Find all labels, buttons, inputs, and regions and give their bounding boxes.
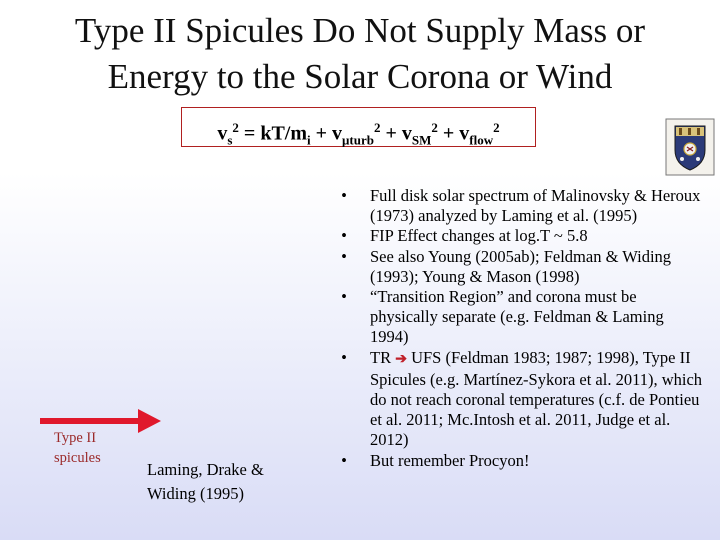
spicule-label-line-1: Type II [54,430,97,446]
eq-sup-2c: 2 [431,120,438,135]
bullet-item: • Full disk solar spectrum of Malinovsky & Heroux (1973) analyzed by Laming et al. (1995) [336,186,706,226]
eq-sup-2a: 2 [232,120,239,135]
bullet-item: • See also Young (2005ab); Feldman & Widing (1993); Young & Mason (1998) [336,247,706,287]
eq-sub-s: s [227,132,233,148]
eq-mu: μ [342,132,350,148]
eq-plus-v2: + v [380,122,412,145]
eq-sub-i: i [307,132,311,148]
spicule-label-line-2: spicules [54,450,101,466]
eq-sup-2b: 2 [373,120,381,135]
bullet-item: • But remember Procyon! [336,451,706,471]
laming-label-line-1: Laming, Drake & [147,460,264,479]
bullet-item: • FIP Effect changes at log.T ~ 5.8 [336,226,706,246]
bullet-text-tr: TR [370,347,396,367]
bullet-item: • “Transition Region” and corona must be physically separate (e.g. Feldman & Laming 1994) [336,287,706,348]
eq-v: v [217,122,228,145]
eq-plus-v1: + v [310,122,343,145]
eq-kt-over-m: = kT/m [238,122,307,145]
eq-plus-v3: + v [437,122,470,145]
bullet-item [336,348,706,451]
eq-sup-2d: 2 [493,120,500,135]
bullet-text-ufs: UFS (Feldman 1983; 1987; 1998), Type II Spicules (e.g. Martínez-Sykora et al. 2011), which do not reach coronal temperatures (c.f. de Pontieu et al. 2011; Mc.Intosh et al. 2011, Judge et al. 2012) [370,347,703,450]
eq-turb: turb [349,132,374,148]
bullet-list [336,186,706,471]
laming-label-line-2: Widing (1995) [147,484,244,503]
university-crest-icon [665,118,715,176]
eq-sub-flow: flow [469,132,494,148]
type-ii-spicules-label [54,428,124,468]
laming-drake-widing-label [147,458,317,506]
title-line-2: Energy to the Solar Corona or Wind [107,57,613,96]
velocity-equation [181,107,536,147]
eq-sub-sm: SM [411,132,432,148]
title-line-1: Type II Spicules Do Not Supply Mass or [74,11,646,50]
right-arrow-icon: ➔ [395,351,407,367]
slide-title [0,8,720,100]
